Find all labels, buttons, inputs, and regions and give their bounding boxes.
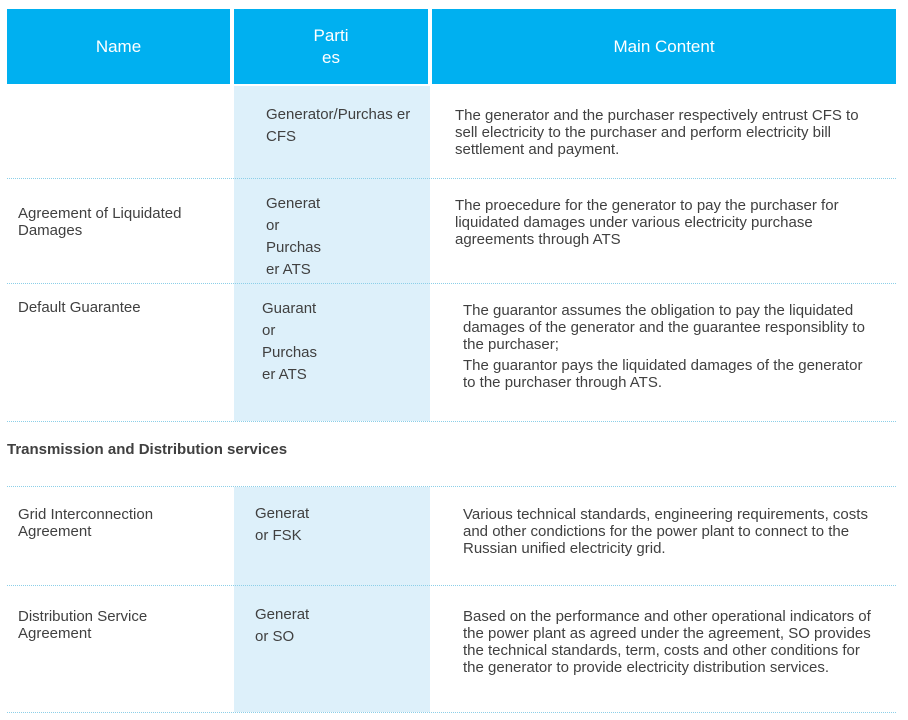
row-divider xyxy=(7,486,896,487)
table-row-2-name: Agreement of Liquidated Damages xyxy=(18,205,182,239)
column-header-name xyxy=(7,9,230,84)
table-row-5-parties: Generat or SO xyxy=(255,606,310,645)
column-header-main-label: Main Content xyxy=(613,36,715,56)
column-header-parties-label: Parti es xyxy=(313,25,349,67)
row-divider xyxy=(7,283,896,284)
column-header-main-content xyxy=(432,9,896,84)
row-divider xyxy=(7,585,896,586)
table-row-1-main: The generator and the purchaser respectively entrust CFS to sell electricity to the purchaser and perform electricity bill settlement and payment. xyxy=(455,107,859,158)
table-row-4-name: Grid Interconnection Agreement xyxy=(18,506,154,540)
table-row-3-main-continued: The guarantor pays the liquidated damages of the generator to the purchaser through ATS. xyxy=(463,357,863,391)
table-row-4-main: Various technical standards, engineering requirements, costs and other condictions for the power plant to connect to the Russian unified electricity grid. xyxy=(463,506,868,557)
column-header-parties xyxy=(234,9,428,84)
section-title: Transmission and Distribution services xyxy=(7,441,288,458)
row-divider xyxy=(7,178,896,179)
table-row-3-main: The guarantor assumes the obligation to pay the liquidated damages of the generator and the guarantee responsiblity to the purchaser; xyxy=(463,302,865,353)
row-divider xyxy=(7,712,896,713)
table-row-3-parties: Guarant or Purchas er ATS xyxy=(262,300,318,383)
table-row-5-name: Distribution Service Agreement xyxy=(18,608,148,642)
table-row-1-parties: Generator/Purchas er CFS xyxy=(266,106,411,145)
row-divider xyxy=(7,421,896,422)
table-row-2-main: The proecedure for the generator to pay the purchaser for liquidated damages under various electricity purchase agreements through ATS xyxy=(455,197,839,248)
table-row-3-name: Default Guarantee xyxy=(18,299,141,316)
table-row-4-parties: Generat or FSK xyxy=(255,505,310,544)
table-row-2-parties: Generat or Purchas er ATS xyxy=(266,195,322,278)
column-header-name-label: Name xyxy=(95,36,142,56)
table-row-5-main: Based on the performance and other operational indicators of the power plant as agreed under the agreement, SO provides the technical standards, term, costs and other conditions for the generator to provide electricity distribution services. xyxy=(463,608,871,676)
